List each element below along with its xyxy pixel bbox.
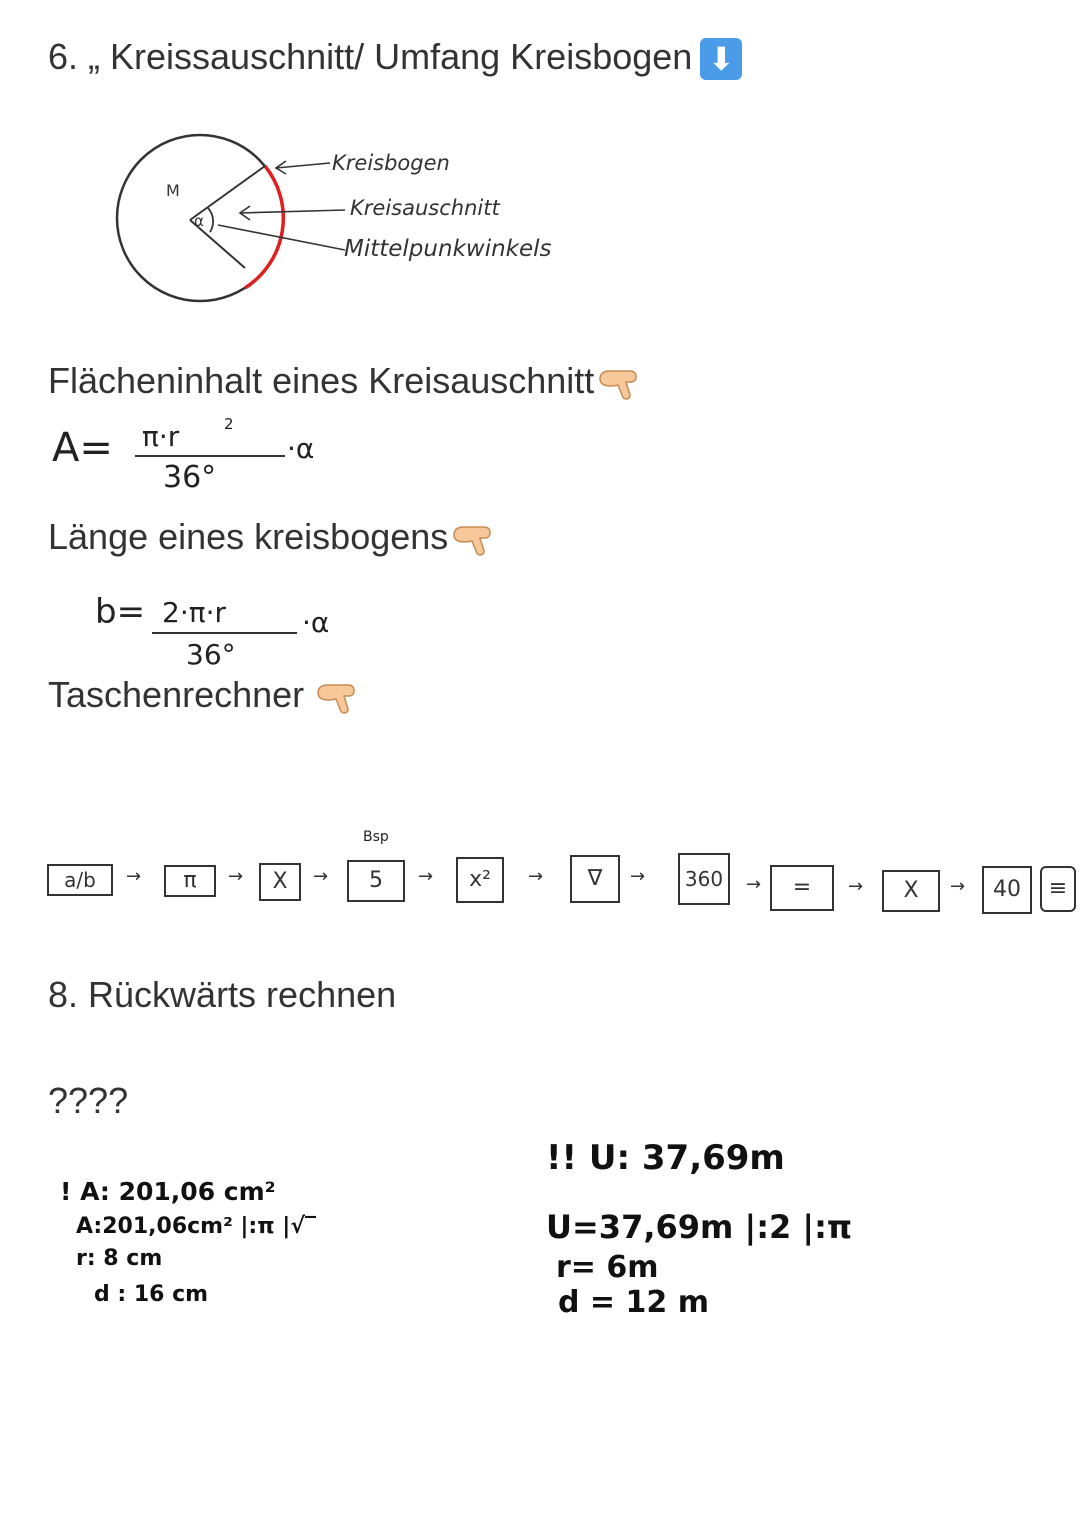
area-title: Flächeninhalt eines Kreisauschnitt <box>48 360 595 401</box>
arrow-icon: → <box>126 866 142 887</box>
key-multiply: X <box>259 863 301 901</box>
calculator-heading <box>48 674 358 716</box>
section-8-heading: 8. Rückwärts rechnen <box>48 974 397 1015</box>
arc-formula-numerator: 2·π·r <box>162 596 226 629</box>
example-left-line4: d : 16 cm <box>94 1282 209 1307</box>
example-right-line1: !! U: 37,69m <box>546 1138 785 1178</box>
key-fraction: a/b <box>47 864 113 896</box>
example-right-line2: U=37,69m |:2 |:π <box>546 1208 853 1246</box>
arc-formula-denominator: 36° <box>186 638 236 671</box>
area-formula-factor: ·α <box>287 432 315 465</box>
arrow-icon: → <box>418 866 434 887</box>
key-menu: ≡ <box>1040 866 1076 912</box>
example-right-line3: r= 6m <box>556 1250 659 1285</box>
question-marks: ???? <box>48 1080 129 1121</box>
arc-title: Länge eines kreisbogens <box>48 516 449 557</box>
arrow-icon: → <box>950 876 966 897</box>
arrow-icon: → <box>528 866 544 887</box>
area-fraction-bar <box>135 455 285 457</box>
pointer-arc <box>276 163 330 168</box>
area-formula-numerator: π·r <box>142 420 180 453</box>
angle-mark <box>208 208 213 232</box>
area-formula-lhs: A= <box>52 425 113 471</box>
section-6-title: 6. „ Kreissauschnitt/ Umfang Kreisbogen <box>48 36 693 77</box>
center-label: M <box>166 181 180 200</box>
arrow-icon: → <box>313 866 329 887</box>
calculator-title: Taschenrechner <box>48 674 305 715</box>
arc-formula-factor: ·α <box>302 606 330 639</box>
pointing-hand-icon <box>314 679 358 715</box>
example-left-line3: r: 8 cm <box>76 1246 163 1271</box>
label-mittelpunkwinkels: Mittelpunkwinkels <box>344 236 552 262</box>
arc-formula-lhs: b= <box>95 592 146 632</box>
example-left-line2: A:201,06cm² |:π |√‾ <box>76 1214 316 1239</box>
pointing-hand-icon <box>450 521 494 557</box>
example-right-line4: d = 12 m <box>558 1285 709 1320</box>
key-360: 360 <box>678 853 730 905</box>
pointing-hand-icon <box>596 365 640 401</box>
section-6-heading <box>48 36 742 80</box>
arrow-icon: → <box>228 866 244 887</box>
arrow-icon: → <box>630 866 646 887</box>
key-triangle: ∇ <box>570 855 620 903</box>
area-formula-denominator: 36° <box>163 460 217 495</box>
key-equals: = <box>770 865 834 911</box>
down-arrow-icon: ⬇ <box>700 38 742 80</box>
sector-diagram <box>100 130 660 320</box>
angle-label: α <box>194 212 204 230</box>
arrow-icon: → <box>746 874 762 895</box>
label-kreisbogen: Kreisbogen <box>332 151 450 175</box>
arc-heading <box>48 516 494 558</box>
bsp-label: Bsp <box>363 829 389 845</box>
key-square: x² <box>456 857 504 903</box>
label-kreisauschnitt: Kreisauschnitt <box>350 196 500 220</box>
pointer-sector <box>240 210 345 213</box>
area-formula-exponent: 2 <box>224 415 234 433</box>
area-heading <box>48 360 640 402</box>
arrow-icon: → <box>848 876 864 897</box>
arc-fraction-bar <box>152 632 297 634</box>
key-multiply-2: X <box>882 870 940 912</box>
arc-highlight <box>245 166 283 288</box>
key-40: 40 <box>982 866 1032 914</box>
key-five: 5 <box>347 860 405 902</box>
key-pi: π <box>164 865 216 897</box>
example-left-line1: ! A: 201,06 cm² <box>60 1177 276 1206</box>
